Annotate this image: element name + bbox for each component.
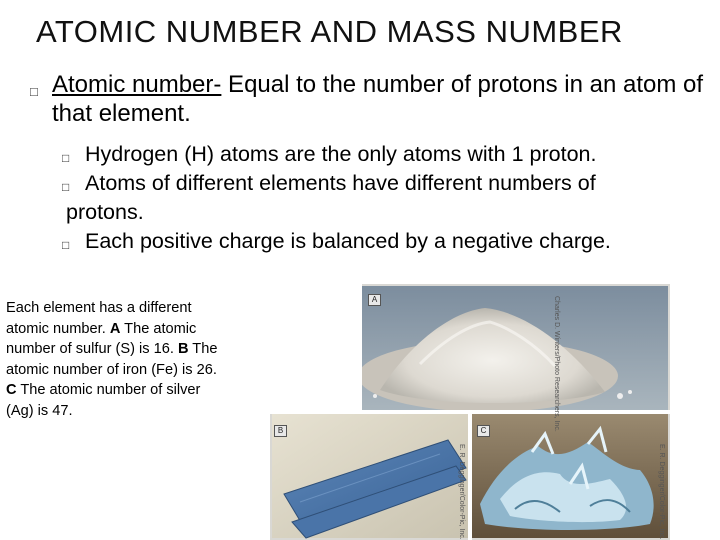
photo-composite [270, 284, 670, 540]
main-bullet-text [52, 70, 712, 128]
bullet-icon: □ [30, 84, 38, 99]
iron-photo [272, 414, 468, 538]
photo-credit-c: E. R. Degginger/Color-Pic, Inc. [658, 444, 665, 540]
sub-bullet-different-elements-cont: protons. [66, 200, 144, 224]
photo-credit-a: Charles D. Winters/Photo Researchers, Inc. [553, 296, 560, 432]
caption-text: The atomic number of sulfur (S) is 16. [6, 320, 197, 357]
sub-bullet-different-elements: Atoms of different elements have different numbers of [85, 171, 596, 195]
sub-bullet-icon: □ [62, 180, 70, 194]
main-term: Atomic number- [52, 71, 222, 98]
main-definition: Equal to the number of protons in an atom of that element. [52, 71, 704, 127]
caption-text: The atomic number of silver (Ag) is 47. [6, 382, 201, 419]
sub-bullet-hydrogen: Hydrogen (H) atoms are the only atoms with 1 proton. [85, 142, 597, 166]
photo-credit-b: E. R. Degginger/Color-Pic, Inc. [458, 444, 465, 540]
figure-caption [6, 298, 231, 421]
element-photos [270, 284, 670, 540]
caption-text: Each element has a different atomic number. [6, 300, 192, 337]
sub-bullet-icon: □ [62, 151, 70, 165]
photo-label-c: C [477, 425, 490, 437]
caption-label-c: C [6, 382, 17, 398]
sub-bullet-charge: Each positive charge is balanced by a negative charge. [85, 229, 611, 253]
silver-photo [472, 414, 668, 538]
photo-label-a: A [368, 294, 381, 306]
caption-label-a: A [109, 320, 121, 337]
sub-bullet-icon: □ [62, 238, 70, 252]
sulfur-photo [358, 286, 668, 412]
caption-text: The atomic number of iron (Fe) is 26. [6, 341, 218, 378]
photo-label-b: B [274, 425, 287, 437]
caption-label-b: B [177, 341, 189, 357]
slide-title: ATOMIC NUMBER AND MASS NUMBER [36, 14, 623, 49]
